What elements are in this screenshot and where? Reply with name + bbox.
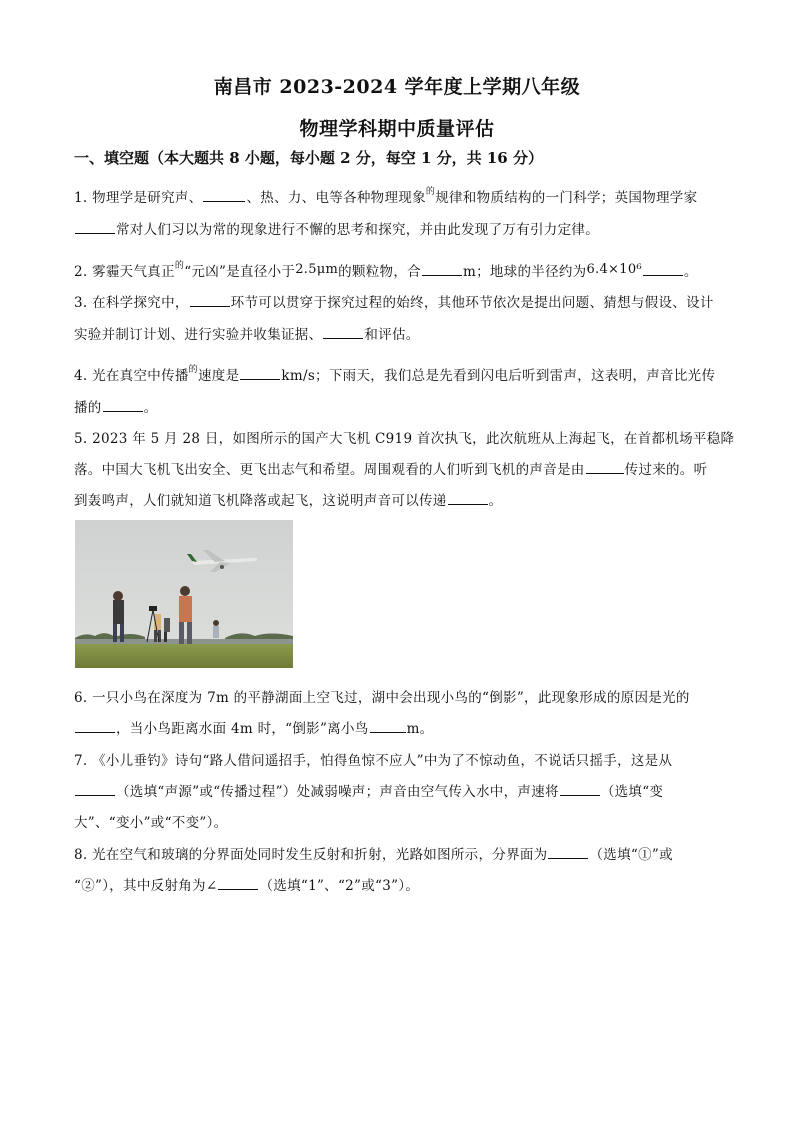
question-8-line-1 xyxy=(74,843,673,863)
section-heading: 一、填空题（本大题共 8 小题，每小题 2 分，每空 1 分，共 16 分） xyxy=(74,149,543,167)
q1-blank-1 xyxy=(203,189,245,202)
question-7-line-1: 7. 《小儿垂钓》诗句“路人借问遥招手，怕得鱼惊不应人”中为了不惊动鱼，不说话只摇手，这是从 xyxy=(74,753,673,769)
q8-blank-1 xyxy=(548,846,588,859)
q2-blank-2 xyxy=(643,263,683,276)
q1-glitch-char: 的 xyxy=(425,187,436,197)
q7-blank-1 xyxy=(75,783,115,796)
q8-text-a: 8. 光在空气和玻璃的分界面处同时发生反射和折射，光路如图所示，分界面为 xyxy=(74,847,548,863)
question-4-line-2 xyxy=(74,396,157,416)
question-1-line-2 xyxy=(74,218,599,238)
q4-text-d: 播的 xyxy=(74,400,102,416)
q1-text-d: 常对人们习以为常的现象进行不懈的思考和探究，并由此发现了万有引力定律。 xyxy=(116,222,599,238)
q6-blank-2 xyxy=(370,720,406,733)
q2-text-a: 2. 雾霾天气真正 xyxy=(74,264,175,280)
q3-text-d: 和评估。 xyxy=(364,327,420,343)
q8-text-b: （选填“①”或 xyxy=(589,847,673,863)
q2-text-d: m；地球的半径约为 xyxy=(462,264,587,280)
q3-text-a: 3. 在科学探究中， xyxy=(74,295,189,311)
q1-blank-2 xyxy=(75,221,115,234)
question-2-line-1 xyxy=(74,258,698,280)
question-5-line-3 xyxy=(74,489,502,509)
question-1-line-1 xyxy=(74,184,697,206)
q4-blank-2 xyxy=(103,399,143,412)
exam-title-line2: 物理学科期中质量评估 xyxy=(299,118,495,140)
q5-blank-1 xyxy=(586,461,624,474)
q2-blank-1 xyxy=(422,263,462,276)
q4-text-e: 。 xyxy=(143,400,158,416)
q2-text-c: 的颗粒物，合 xyxy=(338,264,421,280)
question-3-line-1 xyxy=(74,291,714,311)
q2-text-b: “元凶”是直径小于 xyxy=(184,264,296,280)
question-7-line-2 xyxy=(74,780,663,800)
q1-text-b: 、热、力、电等各种物理现象 xyxy=(246,190,426,206)
q3-blank-2 xyxy=(323,326,363,339)
q5-blank-2 xyxy=(448,492,488,505)
q3-blank-1 xyxy=(190,294,230,307)
q2-glitch-char: 的 xyxy=(174,261,185,271)
question-7-line-3: 大”、“变小”或“不变”）。 xyxy=(74,815,228,831)
q8-blank-2 xyxy=(218,877,258,890)
airplane-photo xyxy=(75,520,293,668)
q7-text-a: （选填“声源”或“传播过程”）处减弱噪声；声音由空气传入水中，声速将 xyxy=(116,784,559,800)
question-6-line-2 xyxy=(74,717,433,737)
q5-text-d: 。 xyxy=(488,493,503,509)
q6-text-b: m。 xyxy=(406,721,434,737)
q1-text-a: 1. 物理学是研究声、 xyxy=(74,190,203,206)
q5-text-b: 传过来的。听 xyxy=(624,462,708,478)
q8-text-c: “②”），其中反射角为∠ xyxy=(74,878,218,894)
q5-text-c: 到轰鸣声，人们就知道飞机降落或起飞，这说明声音可以传递 xyxy=(74,493,447,509)
q4-text-c: km/s；下雨天，我们总是先看到闪电后听到雷声，这表明，声音比光传 xyxy=(281,368,716,384)
q6-text-a: ，当小鸟距离水面 4m 时，“倒影”离小鸟 xyxy=(116,721,369,737)
q4-blank-1 xyxy=(240,367,280,380)
q4-text-b: 速度是 xyxy=(197,368,240,384)
q7-text-b: （选填“变 xyxy=(600,784,664,800)
q6-blank-1 xyxy=(75,720,115,733)
q1-text-c: 规律和物质结构的一门科学；英国物理学家 xyxy=(435,190,698,206)
q7-blank-2 xyxy=(560,783,600,796)
q3-text-b: 环节可以贯穿于探究过程的始终，其他环节依次是提出问题、猜想与假设、设计 xyxy=(230,295,714,311)
q5-text-a: 落。中国大飞机飞出安全、更飞出志气和希望。周围观看的人们听到飞机的声音是由 xyxy=(74,462,585,478)
question-6-line-1: 6. 一只小鸟在深度为 7m 的平静湖面上空飞过，湖中会出现小鸟的“倒影”，此现象形成的原因是光的 xyxy=(74,690,690,706)
question-4-line-1 xyxy=(74,362,715,384)
question-8-line-2 xyxy=(74,874,419,894)
question-3-line-2 xyxy=(74,323,420,343)
q2-radius-value: 6.4×10⁶ xyxy=(586,262,642,277)
question-5-line-2 xyxy=(74,458,707,478)
q4-text-a: 4. 光在真空中传播 xyxy=(74,368,189,384)
question-5-line-1: 5. 2023 年 5 月 28 日，如图所示的国产大飞机 C919 首次执飞，此次航班从上海起飞，在首都机场平稳降 xyxy=(74,431,735,447)
q3-text-c: 实验并制订计划、进行实验并收集证据、 xyxy=(74,327,323,343)
airplane-photo-graphic xyxy=(75,520,293,668)
q4-glitch-char: 的 xyxy=(188,365,198,375)
exam-title-line1: 南昌市 2023-2024 学年度上学期八年级 xyxy=(213,76,581,98)
q2-text-e: 。 xyxy=(683,264,698,280)
q8-text-d: （选填“1”、“2”或“3”）。 xyxy=(259,878,420,894)
q2-size-value: 2.5μm xyxy=(295,262,339,277)
